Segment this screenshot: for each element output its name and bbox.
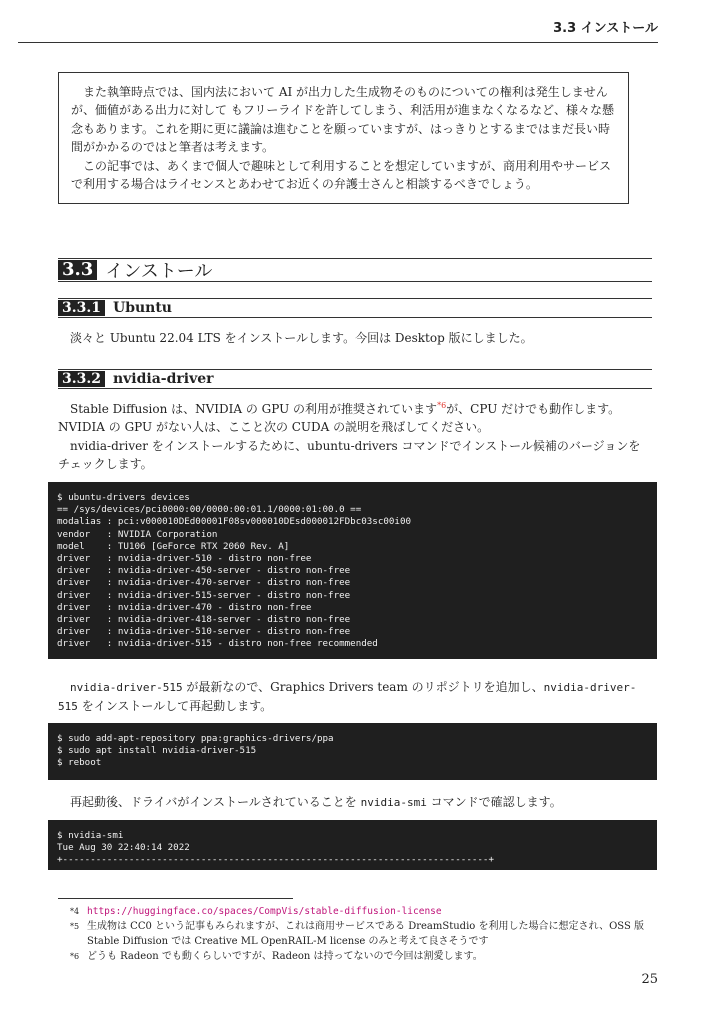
- text-run: が最新なので、Graphics Drivers team のリポジトリを追加し、: [182, 680, 544, 694]
- code-line: driver : nvidia-driver-450-server - distro non-free: [57, 565, 351, 577]
- note-box: [58, 72, 629, 204]
- nvidia-paragraph-1: [58, 400, 652, 437]
- note-paragraph-2: この記事では、あくまで個人で趣味として利用することを想定していますが、商用利用やサービスで利用する場合はライセンスとあわせてお近くの弁護士さんと相談するべきでしょう。: [71, 158, 612, 192]
- footnote-text: どうも Radeon でも動くらしいですが、Radeon は持ってないので今回は割愛します。: [87, 951, 483, 962]
- subsection-heading-ubuntu: [58, 298, 652, 318]
- note-paragraph-1: また執筆時点では、国内法において AI が出力した生成物そのものについての権利は発生しませんが、価値がある出力に対して もフリーライドを許してしまう、利活用が進まなくなるなど、様々な懸念もあります。これを期に更に議論は進むことを願っていますが、はっきりとするまではまだ長い時間がかかるのではと筆者は考えます。: [71, 85, 614, 155]
- nvidia-paragraph-2: nvidia-driver をインストールするために、ubuntu-drivers コマンドでインストール候補のバージョンをチェックします。: [58, 439, 641, 472]
- text-run: Stable Diffusion は、NVIDIA の GPU の利用が推奨されています: [70, 402, 438, 416]
- nvidia-paragraph-4: [58, 793, 652, 812]
- footnote-rule: [58, 898, 293, 899]
- code-line: +-----------------------------------------------------------------------------+: [57, 854, 494, 866]
- text-run: 再起動後、ドライバがインストールされていることを: [70, 795, 361, 809]
- subsection-title: nvidia-driver: [112, 371, 214, 387]
- code-block-nvidia-smi: [48, 820, 657, 870]
- code-line: driver : nvidia-driver-510-server - distro non-free: [57, 626, 351, 638]
- running-header: 3.3 インストール: [18, 16, 658, 43]
- section-number: 3.3: [58, 260, 97, 280]
- subsection-number: 3.3.1: [58, 300, 105, 316]
- code-line: driver : nvidia-driver-470 - distro non-free: [57, 601, 312, 613]
- code-line: driver : nvidia-driver-510 - distro non-free: [57, 553, 312, 565]
- footnote-mark: *6: [70, 952, 80, 961]
- text-run: コマンドで確認します。: [426, 795, 562, 809]
- ubuntu-paragraph: 淡々と Ubuntu 22.04 LTS をインストールします。今回は Desktop 版にしました。: [70, 331, 533, 345]
- code-block-install-driver: [48, 723, 657, 780]
- footnote-mark: *5: [70, 922, 80, 931]
- section-heading-install: [58, 258, 652, 282]
- code-line: driver : nvidia-driver-515 - distro non-free recommended: [57, 638, 378, 650]
- nvidia-paragraph-3: [58, 678, 652, 717]
- footnote-mark: *4: [70, 907, 80, 916]
- subsection-heading-nvidia: [58, 369, 652, 389]
- code-line: $ reboot: [57, 757, 102, 769]
- code-line: driver : nvidia-driver-470-server - distro non-free: [57, 577, 351, 589]
- code-line: $ ubuntu-drivers devices: [57, 492, 190, 503]
- code-line: $ sudo apt install nvidia-driver-515: [57, 745, 257, 757]
- text-run: をインストールして再起動します。: [77, 699, 273, 714]
- code-line: Tue Aug 30 22:40:14 2022: [57, 842, 190, 854]
- inline-code: nvidia-driver-515: [70, 681, 183, 694]
- code-line: model : TU106 [GeForce RTX 2060 Rev. A]: [57, 540, 290, 552]
- inline-code: nvidia-smi: [360, 796, 427, 809]
- code-line: == /sys/devices/pci0000:00/0000:00:01.1/0000:01:00.0 ==: [57, 504, 362, 516]
- subsection-title: Ubuntu: [112, 300, 172, 316]
- page-number: 25: [641, 972, 658, 987]
- footnote-ref[interactable]: *6: [437, 401, 447, 410]
- footnote-4: [70, 905, 652, 920]
- footnote-5: [70, 920, 652, 949]
- code-line: driver : nvidia-driver-515-server - distro non-free: [57, 589, 351, 601]
- code-line: modalias : pci:v000010DEd00001F08sv000010DEsd000012FDbc03sc00i00: [57, 516, 412, 528]
- inline-code: nvidia-driver-515: [58, 681, 637, 714]
- footnote-text: 生成物は CC0 という記事もみられますが、これは商用サービスである DreamStudio を利用した場合に想定され、OSS 版 Stable Diffusion では Creative ML OpenRAIL-M license のみと考えて良さそうです: [87, 921, 644, 947]
- code-line: $ sudo add-apt-repository ppa:graphics-drivers/ppa: [57, 733, 334, 744]
- section-title: インストール: [105, 261, 213, 282]
- text-run: が、CPU だけでも動作します。NVIDIA の GPU がない人は、ここと次の CUDA の説明を飛ばしてください。: [58, 402, 621, 435]
- footnote-link[interactable]: https://huggingface.co/spaces/CompVis/stable-diffusion-license: [87, 906, 442, 917]
- code-line: vendor : NVIDIA Corporation: [57, 528, 218, 540]
- code-block-ubuntu-drivers: [48, 482, 657, 659]
- code-line: $ nvidia-smi: [57, 830, 124, 841]
- footnote-6: [70, 950, 652, 965]
- code-line: driver : nvidia-driver-418-server - distro non-free: [57, 614, 351, 626]
- subsection-number: 3.3.2: [58, 371, 105, 387]
